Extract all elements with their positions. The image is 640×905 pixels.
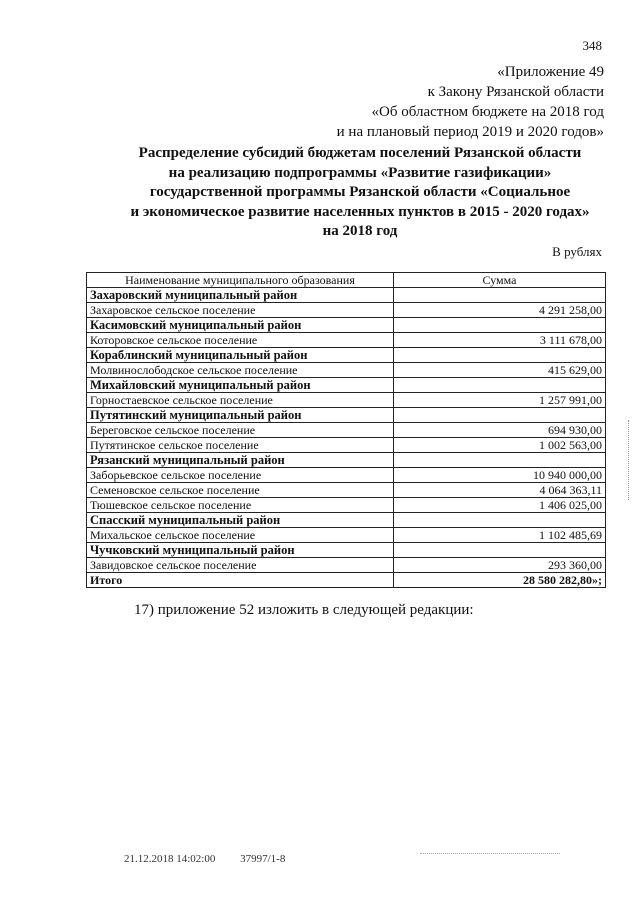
title-line-1: Распределение субсидий бюджетам поселений Рязанской области xyxy=(138,145,582,161)
table-header-row xyxy=(87,273,606,288)
row-sum: 4 291 258,00 xyxy=(394,303,606,318)
header-name: Наименование муниципального образования xyxy=(87,273,394,288)
currency-unit: В рублях xyxy=(552,244,602,259)
table-row-district xyxy=(87,453,606,468)
table-row-district xyxy=(87,513,606,528)
footer-doc-code: 37997/1-8 xyxy=(240,853,286,865)
table-row-settlement xyxy=(87,438,606,453)
row-sum xyxy=(394,378,606,393)
header-sum: Сумма xyxy=(394,273,606,288)
row-sum: 694 930,00 xyxy=(394,423,606,438)
title-line-4: и экономическое развитие населенных пунктов в 2015 - 2020 годах» xyxy=(130,203,590,220)
table-row-district xyxy=(87,543,606,558)
document-title xyxy=(120,144,600,242)
appendix-line-4: и на плановый период 2019 и 2020 годов» xyxy=(336,124,604,140)
table-row-district xyxy=(87,408,606,423)
amendment-text: 17) приложение 52 изложить в следующей редакции: xyxy=(134,602,474,618)
table-row-settlement xyxy=(87,558,606,573)
table-row-district xyxy=(87,288,606,303)
table-row-settlement xyxy=(87,363,606,378)
appendix-line-3: «Об областном бюджете на 2018 год xyxy=(371,104,604,120)
row-name: Которовское сельское поселение xyxy=(87,333,394,348)
row-sum: 1 406 025,00 xyxy=(394,498,606,513)
row-name: Тюшевское сельское поселение xyxy=(87,498,394,513)
appendix-line-2: к Закону Рязанской области xyxy=(427,84,604,100)
row-name: Захаровское сельское поселение xyxy=(87,303,394,318)
table-row-district xyxy=(87,348,606,363)
table-row-district xyxy=(87,378,606,393)
table-row-settlement xyxy=(87,333,606,348)
row-name: Завидовское сельское поселение xyxy=(87,558,394,573)
row-name: Рязанский муниципальный район xyxy=(87,453,394,468)
row-sum xyxy=(394,318,606,333)
table-row-district xyxy=(87,318,606,333)
row-sum xyxy=(394,543,606,558)
row-name: Спасский муниципальный район xyxy=(87,513,394,528)
row-name: Касимовский муниципальный район xyxy=(87,318,394,333)
row-name: Чучковский муниципальный район xyxy=(87,543,394,558)
table-row-settlement xyxy=(87,528,606,543)
row-sum: 1 002 563,00 xyxy=(394,438,606,453)
row-name: Путятинское сельское поселение xyxy=(87,438,394,453)
row-sum: 293 360,00 xyxy=(394,558,606,573)
table-row-settlement xyxy=(87,483,606,498)
table-total-row xyxy=(87,573,606,588)
row-name: Семеновское сельское поселение xyxy=(87,483,394,498)
row-name: Путятинский муниципальный район xyxy=(87,408,394,423)
row-name: Михайловский муниципальный район xyxy=(87,378,394,393)
total-sum: 28 580 282,80»; xyxy=(394,573,606,588)
page-number: 348 xyxy=(582,38,602,53)
row-sum xyxy=(394,513,606,528)
title-line-5: на 2018 год xyxy=(322,223,398,239)
row-name: Береговское сельское поселение xyxy=(87,423,394,438)
footer-timestamp: 21.12.2018 14:02:00 xyxy=(124,853,216,865)
row-sum xyxy=(394,348,606,363)
title-line-2: на реализацию подпрограммы «Развитие газификации» xyxy=(168,164,552,181)
table-row-settlement xyxy=(87,303,606,318)
table-row-settlement xyxy=(87,498,606,513)
table-row-settlement xyxy=(87,423,606,438)
subsidy-table xyxy=(86,272,606,588)
row-sum: 10 940 000,00 xyxy=(394,468,606,483)
row-name: Заборьевское сельское поселение xyxy=(87,468,394,483)
title-line-3: государственной программы Рязанской области «Социальное xyxy=(149,184,571,200)
table-row-settlement xyxy=(87,393,606,408)
row-sum: 1 102 485,69 xyxy=(394,528,606,543)
row-name: Михальское сельское поселение xyxy=(87,528,394,543)
row-sum xyxy=(394,288,606,303)
row-sum: 1 257 991,00 xyxy=(394,393,606,408)
table-row-settlement xyxy=(87,468,606,483)
total-label: Итого xyxy=(87,573,394,588)
appendix-header xyxy=(337,62,604,142)
scan-edge-artifact xyxy=(628,420,631,500)
row-name: Захаровский муниципальный район xyxy=(87,288,394,303)
scan-artifact xyxy=(420,853,560,858)
row-name: Горностаевское сельское поселение xyxy=(87,393,394,408)
row-sum: 415 629,00 xyxy=(394,363,606,378)
row-name: Кораблинский муниципальный район xyxy=(87,348,394,363)
row-name: Молвинослободское сельское поселение xyxy=(87,363,394,378)
row-sum: 3 111 678,00 xyxy=(394,333,606,348)
appendix-line-1: «Приложение 49 xyxy=(497,64,604,80)
row-sum: 4 064 363,11 xyxy=(394,483,606,498)
row-sum xyxy=(394,453,606,468)
row-sum xyxy=(394,408,606,423)
document-footer xyxy=(124,853,307,865)
